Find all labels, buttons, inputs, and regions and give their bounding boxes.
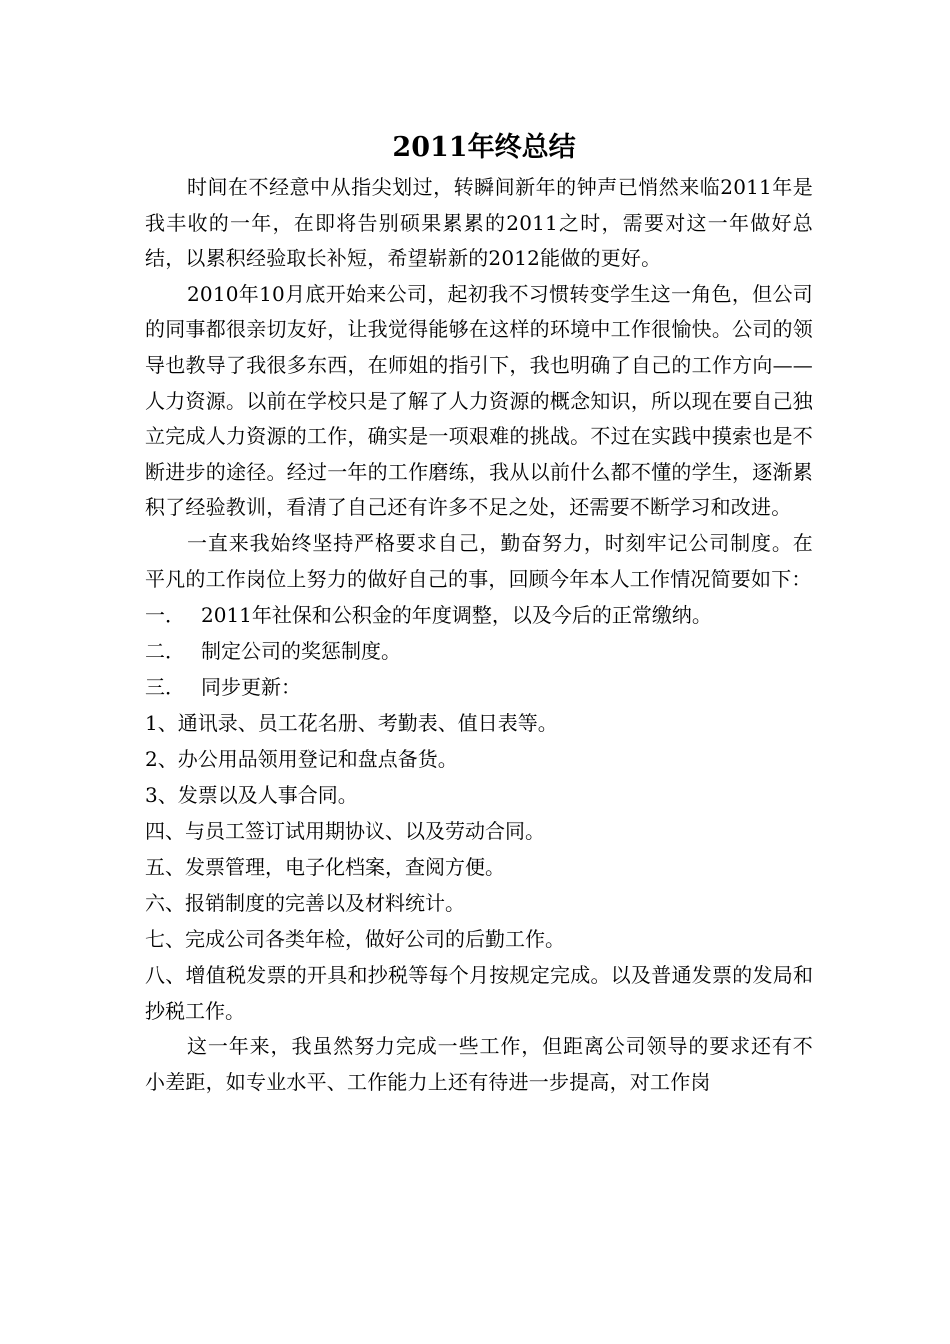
list-item: 2、办公用品领用登记和盘点备货。: [145, 747, 458, 772]
list-text: 制定公司的奖惩制度。: [201, 639, 401, 664]
paragraph-closing: 这一年来，我虽然努力完成一些工作，但距离公司领导的要求还有不小差距，如专业水平、工作能力上还有待进一步提高，对工作岗: [145, 1034, 813, 1094]
list-text: 2011年社保和公积金的年度调整，以及今后的正常缴纳。: [201, 603, 712, 628]
list-item: 3、发票以及人事合同。: [145, 783, 358, 808]
list-item: 七、完成公司各类年检，做好公司的后勤工作。: [145, 927, 565, 952]
paragraph-intro: 时间在不经意中从指尖划过，转瞬间新年的钟声已悄然来临2011年是我丰收的一年，在即将告别硕果累累的2011之时，需要对这一年做好总结，以累积经验取长补短，希望崭新的2012能做的更好。: [145, 175, 813, 271]
list-item: 五、发票管理，电子化档案，查阅方便。: [145, 855, 505, 880]
list-text: 同步更新：: [201, 675, 301, 700]
list-number: 一．: [145, 603, 185, 628]
list-item: 八、增值税发票的开具和抄税等每个月按规定完成。以及普通发票的发局和抄税工作。: [145, 963, 813, 1024]
list-item: [145, 597, 813, 633]
document-title: 2011年终总结: [392, 132, 576, 163]
document-page: [145, 126, 813, 1100]
list-item: 四、与员工签订试用期协议、以及劳动合同。: [145, 819, 545, 844]
list-item: [145, 669, 813, 705]
list-number: 二．: [145, 639, 185, 664]
list-number: 三．: [145, 675, 185, 700]
list-item: 六、报销制度的完善以及材料统计。: [145, 891, 465, 916]
list-item: [145, 633, 813, 669]
list-item: 1、通讯录、员工花名册、考勤表、值日表等。: [145, 711, 558, 736]
paragraph-experience: 2010年10月底开始来公司，起初我不习惯转变学生这一角色，但公司的同事都很亲切友好，让我觉得能够在这样的环境中工作很愉快。公司的领导也教导了我很多东西，在师姐的指引下，我也明确了自己的工作方向——人力资源。以前在学校只是了解了人力资源的概念知识，所以现在要自己独立完成人力资源的工作，确实是一项艰难的挑战。不过在实践中摸索也是不断进步的途径。经过一年的工作磨练，我从以前什么都不懂的学生，逐渐累积了经验教训，看清了自己还有许多不足之处，还需要不断学习和改进。: [145, 281, 813, 520]
paragraph-summary-lead: 一直来我始终坚持严格要求自己，勤奋努力，时刻牢记公司制度。在平凡的工作岗位上努力的做好自己的事，回顾今年本人工作情况简要如下：: [145, 530, 813, 591]
